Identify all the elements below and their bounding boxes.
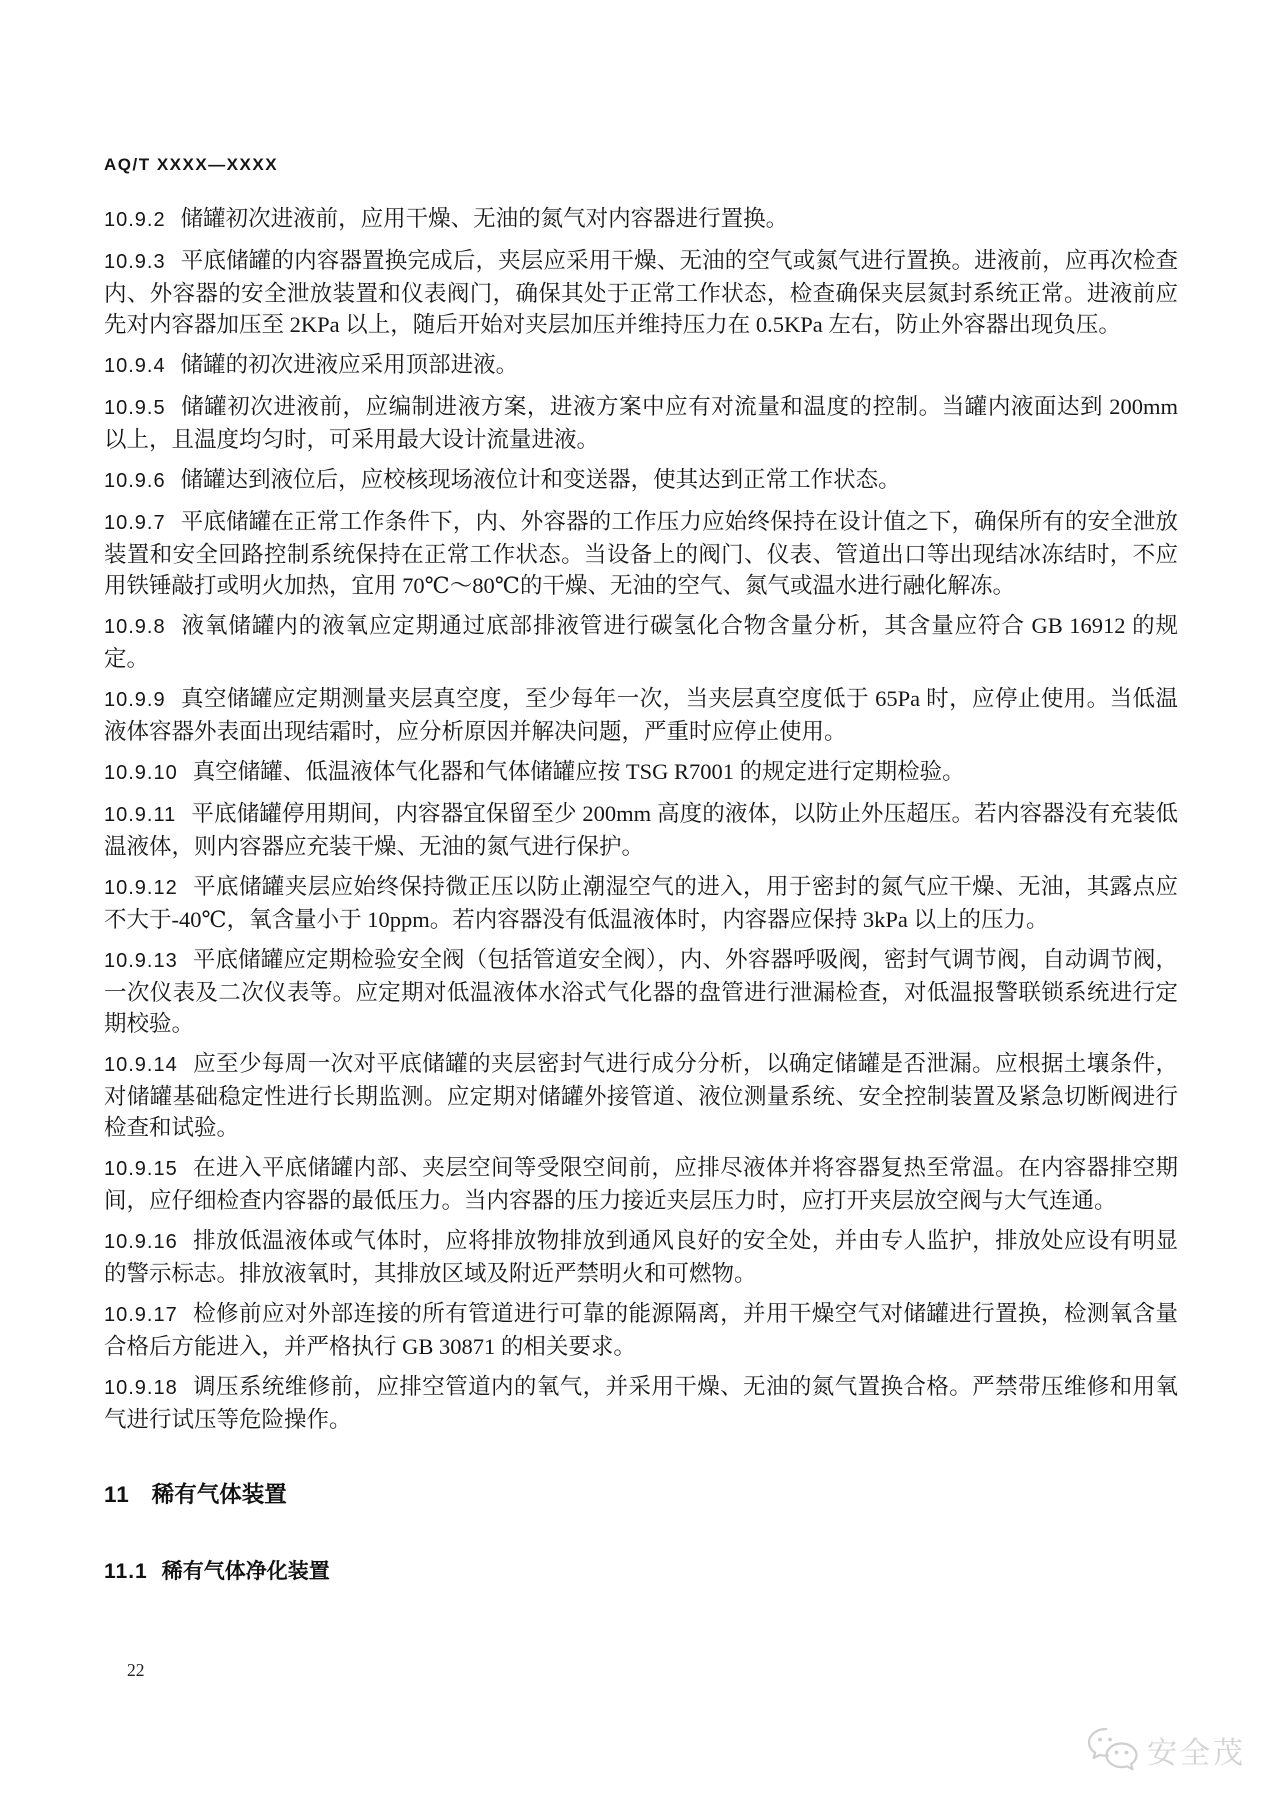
- clause-text: 液氧储罐内的液氧应定期通过底部排液管进行碳氢化合物含量分析，其含量应符合 GB 16912 的规定。: [104, 613, 1178, 671]
- clause-text: 检修前应对外部连接的所有管道进行可靠的能源隔离，并用干燥空气对储罐进行置换，检测氧含量合格后方能进入，并严格执行 GB 30871 的相关要求。: [104, 1301, 1178, 1359]
- clause-paragraph: [104, 944, 1178, 1039]
- clause-paragraph: [104, 203, 1178, 236]
- clause-number: 10.9.9: [104, 689, 166, 711]
- clause-number: 10.9.10: [104, 762, 178, 784]
- clause-text: 储罐达到液位后，应校核现场液位计和变送器，使其达到正常工作状态。: [180, 467, 901, 492]
- clause-text: 储罐初次进液前，应编制进液方案，进液方案中应有对流量和温度的控制。当罐内液面达到 200mm 以上，且温度均匀时，可采用最大设计流量进液。: [104, 394, 1178, 452]
- clause-paragraph: [104, 506, 1178, 601]
- clause-paragraph: [104, 464, 1178, 497]
- clause-number: 10.9.7: [104, 512, 166, 534]
- wechat-logo-icon: [1085, 1726, 1139, 1774]
- clause-number: 10.9.2: [104, 209, 166, 231]
- clause-number: 10.9.3: [104, 251, 166, 273]
- clause-text: 应至少每周一次对平底储罐的夹层密封气进行成分分析，以确定储罐是否泄漏。应根据土壤条件，对储罐基础稳定性进行长期监测。应定期对储罐外接管道、液位测量系统、安全控制装置及紧急切断阀进行检查和试验。: [104, 1051, 1178, 1140]
- clause-number: 10.9.4: [104, 355, 166, 377]
- clause-number: 10.9.8: [104, 616, 166, 638]
- clause-paragraph: [104, 349, 1178, 382]
- clause-number: 10.9.18: [104, 1377, 178, 1399]
- clause-paragraph: [104, 1152, 1178, 1216]
- watermark-label: 安全茂: [1147, 1737, 1246, 1770]
- clause-number: 10.9.14: [104, 1054, 178, 1076]
- clause-paragraph: [104, 245, 1178, 340]
- clause-number: 10.9.12: [104, 877, 178, 899]
- clause-number: 10.9.5: [104, 397, 166, 419]
- clause-paragraph: [104, 391, 1178, 455]
- clause-number: 10.9.13: [104, 950, 178, 972]
- watermark: [1085, 1726, 1246, 1774]
- clause-text: 平底储罐的内容器置换完成后，夹层应采用干燥、无油的空气或氮气进行置换。进液前，应再次检查内、外容器的安全泄放装置和仪表阀门，确保其处于正常工作状态，检查确保夹层氮封系统正常。进液前应先对内容器加压至 2KPa 以上，随后开始对夹层加压并维持压力在 0.5KPa 左右，防止外容器出现负压。: [104, 248, 1178, 337]
- clause-text: 平底储罐停用期间，内容器宜保留至少 200mm 高度的液体，以防止外压超压。若内容器没有充装低温液体，则内容器应充装干燥、无油的氮气进行保护。: [104, 801, 1178, 859]
- clause-paragraph: [104, 610, 1178, 674]
- section-heading-11-1: [104, 1555, 1178, 1585]
- clause-number: 10.9.17: [104, 1304, 178, 1326]
- clause-paragraph: [104, 1298, 1178, 1362]
- clause-number: 10.9.16: [104, 1231, 178, 1253]
- document-body: [104, 203, 1178, 1585]
- subsection-title: 稀有气体净化装置: [161, 1560, 330, 1583]
- clause-number: 10.9.11: [104, 804, 177, 826]
- clause-text: 平底储罐应定期检验安全阀（包括管道安全阀），内、外容器呼吸阀，密封气调节阀，自动调节阀，一次仪表及二次仪表等。应定期对低温液体水浴式气化器的盘管进行泄漏检查，对低温报警联锁系统进行定期校验。: [104, 947, 1178, 1036]
- clause-text: 真空储罐应定期测量夹层真空度，至少每年一次，当夹层真空度低于 65Pa 时，应停止使用。当低温液体容器外表面出现结霜时，应分析原因并解决问题，严重时应停止使用。: [104, 686, 1178, 744]
- section-title: 稀有气体装置: [151, 1482, 287, 1507]
- clause-number: 10.9.6: [104, 470, 166, 492]
- clause-text: 储罐的初次进液应采用顶部进液。: [180, 352, 519, 377]
- clause-number: 10.9.15: [104, 1158, 178, 1180]
- subsection-number: 11.1: [104, 1560, 148, 1583]
- clause-text: 调压系统维修前，应排空管道内的氧气，并采用干燥、无油的氮气置换合格。严禁带压维修和用氧气进行试压等危险操作。: [104, 1374, 1178, 1432]
- clause-text: 排放低温液体或气体时，应将排放物排放到通风良好的安全处，并由专人监护，排放处应设有明显的警示标志。排放液氧时，其排放区域及附近严禁明火和可燃物。: [104, 1228, 1178, 1286]
- clause-paragraph: [104, 1225, 1178, 1289]
- clause-text: 平底储罐夹层应始终保持微正压以防止潮湿空气的进入，用于密封的氮气应干燥、无油，其露点应不大于-40℃，氧含量小于 10ppm。若内容器没有低温液体时，内容器应保持 3kPa 以上的压力。: [104, 874, 1178, 932]
- clause-paragraph: [104, 756, 1178, 789]
- clause-paragraph: [104, 871, 1178, 935]
- clause-paragraph: [104, 1371, 1178, 1435]
- section-number: 11: [104, 1482, 130, 1507]
- clause-text: 真空储罐、低温液体气化器和气体储罐应按 TSG R7001 的规定进行定期检验。: [192, 759, 965, 784]
- standard-number-header: AQ/T XXXX—XXXX: [104, 155, 279, 174]
- page-number: 22: [127, 1660, 145, 1680]
- clause-paragraph: [104, 798, 1178, 862]
- section-heading-11: [104, 1477, 1178, 1509]
- clause-paragraph: [104, 683, 1178, 747]
- clause-text: 储罐初次进液前，应用干燥、无油的氮气对内容器进行置换。: [180, 206, 789, 231]
- clause-paragraph: [104, 1048, 1178, 1143]
- clause-list: [104, 203, 1178, 1435]
- clause-text: 平底储罐在正常工作条件下，内、外容器的工作压力应始终保持在设计值之下，确保所有的安全泄放装置和安全回路控制系统保持在正常工作状态。当设备上的阀门、仪表、管道出口等出现结冰冻结时，不应用铁锤敲打或明火加热，宜用 70℃～80℃的干燥、无油的空气、氮气或温水进行融化解冻。: [104, 509, 1178, 598]
- clause-text: 在进入平底储罐内部、夹层空间等受限空间前，应排尽液体并将容器复热至常温。在内容器排空期间，应仔细检查内容器的最低压力。当内容器的压力接近夹层压力时，应打开夹层放空阀与大气连通。: [104, 1155, 1178, 1213]
